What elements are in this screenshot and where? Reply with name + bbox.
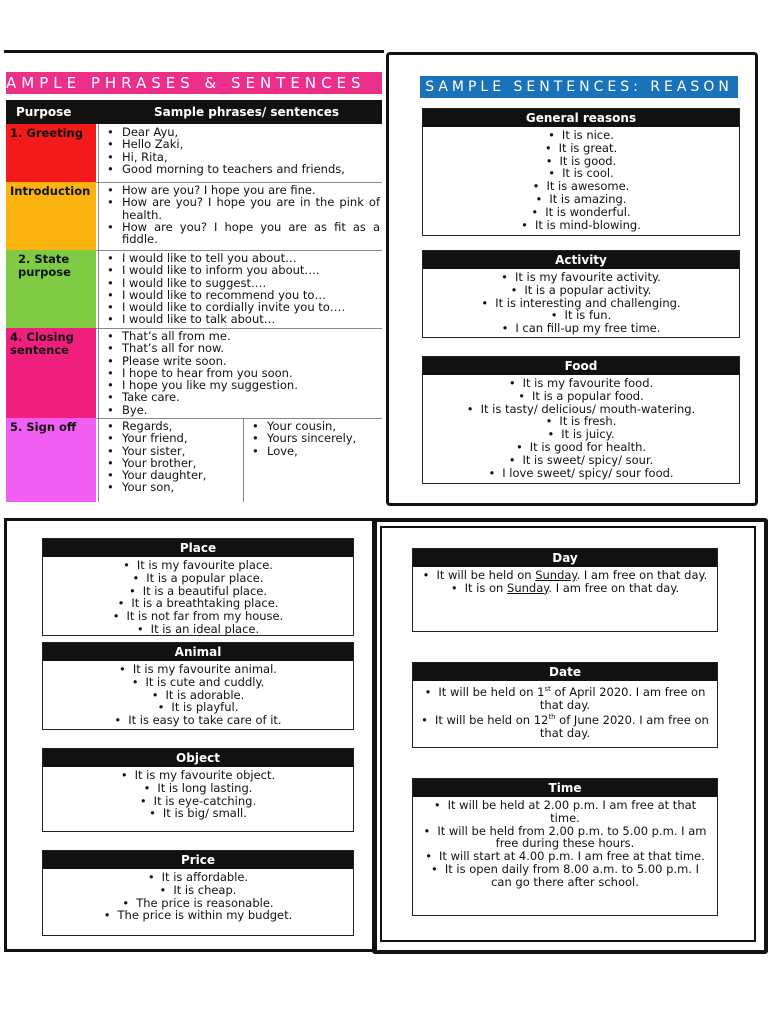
items-introduction bbox=[98, 182, 382, 250]
list-item: • It is playful. bbox=[157, 700, 239, 715]
list-item: • Yours sincerely, bbox=[250, 432, 382, 444]
items-greeting bbox=[98, 124, 382, 182]
list-item: • I would like to tell you about… bbox=[105, 252, 380, 264]
list-item: • I would like to cordially invite you to…. bbox=[105, 301, 380, 313]
table-header bbox=[6, 100, 382, 124]
box-title: Time bbox=[413, 779, 717, 797]
list-item: • It is good. bbox=[545, 153, 617, 168]
list-item: • It will be held on 12th of June 2020. I am free on that day. bbox=[421, 713, 709, 741]
header-sample: Sample phrases/ sentences bbox=[154, 105, 340, 119]
box-title: Price bbox=[43, 851, 353, 869]
purpose-greeting: 1. Greeting bbox=[6, 124, 96, 182]
phrases-banner: AMPLE PHRASES & SENTENCES bbox=[6, 72, 382, 94]
list-item: • It will be held on Sunday. I am free on that day. bbox=[422, 568, 708, 582]
list-item: • It is long lasting. bbox=[143, 780, 253, 795]
list-item: • How are you? I hope you are as fit as a fiddle. bbox=[105, 221, 380, 246]
purpose-closing: 4. Closing sentence bbox=[6, 328, 96, 418]
list-item: • It is a popular place. bbox=[132, 570, 264, 585]
list-item: • Your friend, bbox=[105, 432, 241, 444]
list-item: • I would like to inform you about…. bbox=[105, 264, 380, 276]
list-item: • That’s all for now. bbox=[105, 342, 380, 354]
box-object bbox=[42, 748, 354, 832]
box-date bbox=[412, 662, 718, 748]
list-item: • That’s all from me. bbox=[105, 330, 380, 342]
list-item: • I love sweet/ spicy/ sour food. bbox=[488, 465, 674, 480]
list-item: • It is mind-blowing. bbox=[521, 217, 641, 232]
list-item: • I would like to talk about… bbox=[105, 313, 380, 325]
box-title: Date bbox=[413, 663, 717, 681]
list-item: • It is eye-catching. bbox=[139, 793, 257, 808]
sign-off-columns bbox=[98, 418, 382, 502]
list-item: • It is my favourite object. bbox=[120, 768, 276, 782]
list-item: • Bye. bbox=[105, 404, 380, 416]
list-item: • It is not far from my house. bbox=[112, 609, 284, 624]
items-closing bbox=[98, 328, 382, 418]
list-item: • It is sweet/ spicy/ sour. bbox=[508, 452, 654, 467]
table-row-closing bbox=[6, 328, 382, 419]
list-item: • It is fresh. bbox=[545, 414, 617, 429]
list-item: • Regards, bbox=[105, 420, 241, 432]
list-item: • Your brother, bbox=[105, 457, 241, 469]
list-item: • I hope to hear from you soon. bbox=[105, 367, 380, 379]
list-item: • It is easy to take care of it. bbox=[114, 713, 282, 728]
list-item: • Take care. bbox=[105, 391, 380, 403]
reason-banner: SAMPLE SENTENCES: REASON bbox=[420, 76, 738, 98]
list-item: • The price is within my budget. bbox=[103, 908, 293, 923]
list-item: • How are you? I hope you are fine. bbox=[105, 184, 380, 196]
box-title: General reasons bbox=[423, 109, 739, 127]
list-item: • It is tasty/ delicious/ mouth-watering. bbox=[466, 401, 696, 416]
table-row-greeting bbox=[6, 124, 382, 183]
list-item: • It is awesome. bbox=[532, 179, 630, 194]
list-item: • It will start at 4.00 p.m. I am free at that time. bbox=[425, 849, 705, 864]
list-item: • Good morning to teachers and friends, bbox=[105, 163, 380, 175]
list-item: • It is on Sunday. I am free on that day. bbox=[450, 580, 680, 595]
list-item: • It is a popular food. bbox=[518, 388, 644, 403]
box-title: Day bbox=[413, 549, 717, 567]
list-item: • Hi, Rita, bbox=[105, 151, 380, 163]
list-item: • Your cousin, bbox=[250, 420, 382, 432]
box-food bbox=[422, 356, 740, 484]
box-title: Animal bbox=[43, 643, 353, 661]
list-item: • It will be held from 2.00 p.m. to 5.00 p.m. I am free during these hours. bbox=[423, 823, 707, 851]
box-day bbox=[412, 548, 718, 632]
box-place bbox=[42, 538, 354, 636]
list-item: • I hope you like my suggestion. bbox=[105, 379, 380, 391]
purpose-introduction: Introduction bbox=[6, 182, 96, 250]
box-activity bbox=[422, 250, 740, 338]
list-item: • It is a beautiful place. bbox=[128, 583, 268, 598]
list-item: • Your sister, bbox=[105, 445, 241, 457]
list-item: • It is cool. bbox=[548, 166, 614, 181]
list-item: • It is my favourite activity. bbox=[501, 270, 661, 284]
list-item: • Your daughter, bbox=[105, 469, 241, 481]
list-item: • It is amazing. bbox=[535, 191, 627, 206]
list-item: • I would like to suggest…. bbox=[105, 277, 380, 289]
list-item: • I can fill-up my free time. bbox=[501, 321, 661, 336]
list-item: • It is cheap. bbox=[159, 882, 237, 897]
list-item: • I would like to recommend you to… bbox=[105, 289, 380, 301]
box-general-reasons bbox=[422, 108, 740, 236]
list-item: • Dear Ayu, bbox=[105, 126, 380, 138]
list-item: • Love, bbox=[250, 445, 382, 457]
list-item: • It will be held on 1st of April 2020. I am free on that day. bbox=[424, 684, 706, 712]
purpose-sign-off: 5. Sign off bbox=[6, 418, 96, 502]
list-item: • It is good for health. bbox=[515, 439, 647, 454]
list-item: • It is my favourite animal. bbox=[119, 662, 277, 676]
purpose-state: 2. State purpose bbox=[6, 250, 96, 328]
list-item: • It is my favourite place. bbox=[123, 558, 273, 572]
box-animal bbox=[42, 642, 354, 730]
table-row-introduction bbox=[6, 182, 382, 251]
box-time bbox=[412, 778, 718, 916]
list-item: • Please write soon. bbox=[105, 355, 380, 367]
list-item: • It is cute and cuddly. bbox=[131, 674, 265, 689]
list-item: • It is interesting and challenging. bbox=[481, 295, 681, 310]
list-item: • It is big/ small. bbox=[149, 806, 247, 821]
list-item: • The price is reasonable. bbox=[122, 895, 274, 910]
table-row-sign-off bbox=[6, 418, 382, 502]
list-item: • It is a popular activity. bbox=[510, 282, 652, 297]
list-item: • It is a breathtaking place. bbox=[117, 596, 279, 611]
list-item: • It is adorable. bbox=[151, 687, 245, 702]
list-item: • It is nice. bbox=[548, 128, 614, 142]
list-item: • Hello Zaki, bbox=[105, 138, 380, 150]
list-item: • It is an ideal place. bbox=[136, 621, 260, 636]
list-item: • How are you? I hope you are in the pink of health. bbox=[105, 196, 380, 221]
box-price bbox=[42, 850, 354, 936]
header-purpose: Purpose bbox=[16, 105, 72, 119]
table-row-state-purpose bbox=[6, 250, 382, 329]
list-item: • It is wonderful. bbox=[531, 204, 631, 219]
list-item: • It is fun. bbox=[550, 308, 612, 323]
list-item: • It is affordable. bbox=[147, 870, 249, 884]
list-item: • It will be held at 2.00 p.m. I am free at that time. bbox=[433, 798, 697, 825]
box-title: Object bbox=[43, 749, 353, 767]
list-item: • It is great. bbox=[544, 140, 618, 155]
list-item: • It is open daily from 8.00 a.m. to 5.00 p.m. I can go there after school. bbox=[431, 861, 699, 889]
box-title: Food bbox=[423, 357, 739, 375]
box-title: Place bbox=[43, 539, 353, 557]
list-item: • It is juicy. bbox=[547, 427, 615, 442]
box-title: Activity bbox=[423, 251, 739, 269]
list-item: • Your son, bbox=[105, 481, 241, 493]
list-item: • It is my favourite food. bbox=[508, 376, 654, 390]
items-state-purpose bbox=[98, 250, 382, 328]
